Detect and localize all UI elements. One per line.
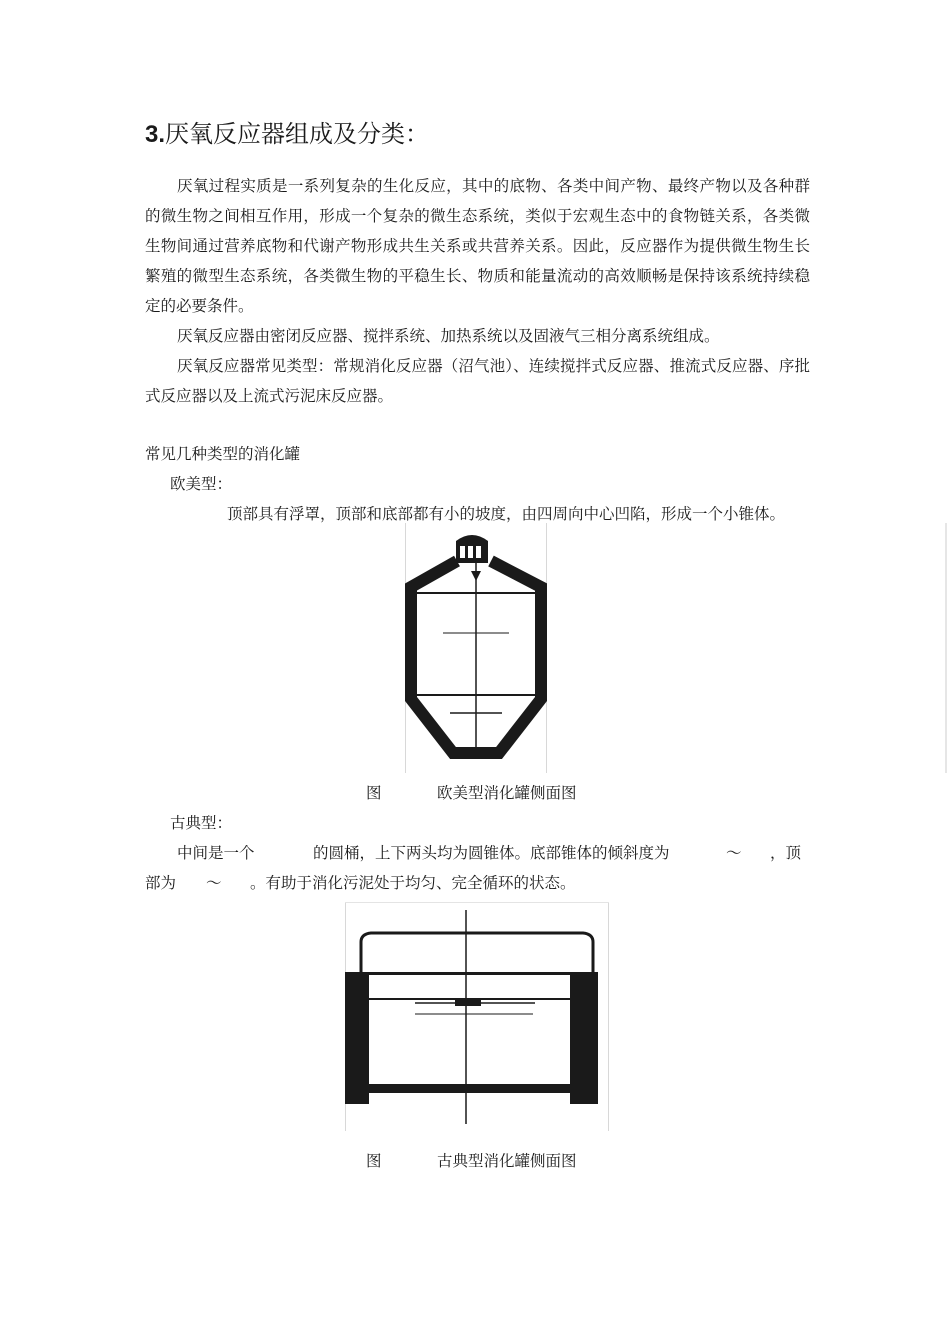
classic-desc-part3: ，顶	[770, 844, 802, 862]
euro-description: 顶部具有浮罩，顶部和底部都有小的坡度，由四周向中心凹陷，形成一个小锥体。	[227, 505, 786, 523]
classic-line2-part2: 。有助于消化污泥处于均匀、完全循环的状态。	[250, 874, 576, 892]
heading-text: 厌氧反应器组成及分类：	[165, 120, 430, 148]
section-title: 常见几种类型的消化罐	[145, 445, 301, 463]
heading-number: 3.	[145, 121, 166, 148]
classic-label: 古典型：	[170, 814, 233, 832]
intro-paragraph-1: 厌氧过程实质是一系列复杂的生化反应，其中的底物、各类中间产物、最终产物以及各种群的微生物之间相互作用，形成一个复杂的微生态系统，类似于宏观生态中的食物链关系，各类微生物间通过营养底物和代谢产物形成共生关系或共营养关系。因此，反应器作为提供微生物生长繁殖的微型生态系统，各类微生物的平稳生长、物质和能量流动的高效顺畅是保持该系统持续稳定的必要条件。	[145, 177, 810, 315]
intro-text	[145, 171, 810, 411]
classic-digester-drawing	[345, 902, 609, 1131]
page-edge-shadow	[945, 523, 947, 773]
euro-digester-figure	[405, 523, 547, 773]
intro-paragraph-2: 厌氧反应器由密闭反应器、搅拌系统、加热系统以及固液气三相分离系统组成。	[177, 327, 720, 345]
classic-tilde-1: ～	[726, 844, 742, 862]
euro-caption: 欧美型消化罐侧面图	[437, 784, 577, 802]
classic-desc-part2: 的圆桶，上下两头均为圆锥体。底部锥体的倾斜度为	[313, 844, 670, 862]
euro-caption-prefix: 图	[366, 784, 382, 802]
classic-caption-prefix: 图	[366, 1152, 382, 1170]
euro-digester-drawing	[405, 523, 547, 773]
classic-digester-figure	[345, 902, 609, 1131]
intro-paragraph-3: 厌氧反应器常见类型：常规消化反应器（沼气池）、连续搅拌式反应器、推流式反应器、序批式反应器以及上流式污泥床反应器。	[145, 357, 810, 405]
classic-line2-part1: 部为	[145, 874, 177, 892]
section-heading	[145, 117, 429, 152]
euro-label: 欧美型：	[170, 475, 233, 493]
classic-caption: 古典型消化罐侧面图	[437, 1152, 577, 1170]
classic-desc-part1: 中间是一个	[177, 844, 255, 862]
classic-tilde-2: ～	[206, 874, 222, 892]
